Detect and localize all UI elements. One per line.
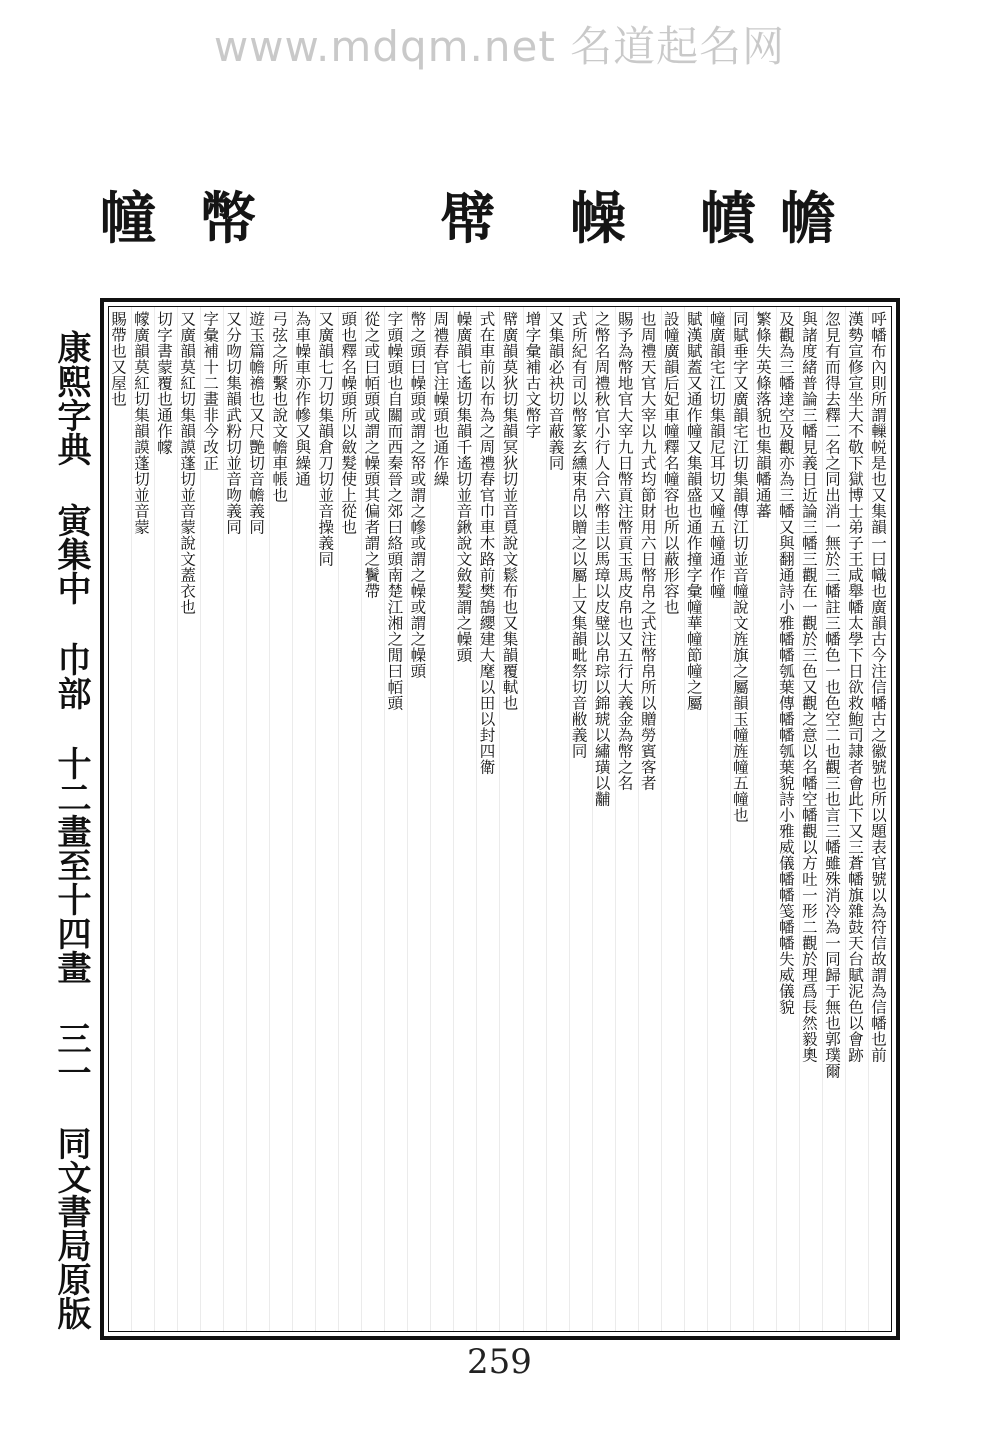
text-column: 式所紀有司以幣篆玄纁束帛以贈之以屬上又集韻毗祭切音敝義同 [570,307,593,1331]
text-frame-inner [108,306,892,1332]
text-column: 字頭幧頭也自關而西秦晉之郊曰絡頭南楚江湘之閒曰帞頭 [385,307,408,1331]
site-watermark: www.mdqm.net 名道起名网 [213,22,786,71]
text-column: 呼幡布內則所謂轈帨是也又集韻一曰幟也廣韻古今注信幡古之徽號也所以題表官號以為符信故謂為信幡也前 [869,311,887,1063]
text-column: 式在車前以布為之周禮春官巾車木路前樊鵠纓建大麾以田以封四衛 [477,307,500,1331]
leaf-number: 三一 [51,1021,91,1090]
text-column: 又廣韻七刀切集韻倉刀切並音操義同 [316,307,339,1331]
seal-heading-6: 幨 [780,186,836,252]
text-column: 幣之頭曰幧頭或謂之帑或謂之幓或謂之幧或謂之幧頭 [408,307,431,1331]
text-column: 漢勢宣修宣坐大不敬下獄博士弟子王咸舉幡太學下日欲救鮑司隷者會此下又三蒼幡旗雜鼓天台賦泥色以會跡 [846,307,869,1331]
volume-label: 寅集中 [51,502,91,605]
text-column: 字彙補十二畫非今改正 [201,307,224,1331]
seal-headings [100,175,920,260]
text-column: 又分吻切集韻武粉切並音吻義同 [224,307,247,1331]
text-column: 設幢廣韻后妃車幢釋名幢容也所以蔽形容也 [662,307,685,1331]
seal-heading-1: 幢 [100,186,156,252]
seal-heading-5: 幩 [700,186,756,252]
text-column: 也周禮天官大宰以九式均節財用六日幣帛之式注幣帛所以贈勞賓客者 [639,307,662,1331]
text-column: 切字書蒙覆也通作幪 [155,307,178,1331]
text-column: 又廣韻莫紅切集韻謨蓬切並音蒙說文蓋衣也 [178,307,201,1331]
seal-heading-2: 幣 [200,186,256,252]
text-column: 與諸度緒普論三幡見義日近論三幡三觀在一觀於三色又觀之意以名幡空幡觀以方吐一形二觀於理爲長然毅奧 [800,307,823,1331]
seal-heading-4: 幧 [570,186,626,252]
publisher-label: 同文書局原版 [51,1125,91,1330]
text-column: 忽見有而得去釋二名之同出消一無於三幡註三幡色一也色空二也觀三也言三幡雖殊消冷為一同歸于無也郭璞爾 [823,307,846,1331]
text-column: 為車幧車亦作幓又與繰通 [293,307,316,1331]
text-column: 繁條失英條落貌也集韻幡通蕃 [754,307,777,1331]
text-column: 之幣名周禮秋官小行人合六幣圭以馬璋以皮璧以帛琮以錦琥以繡璜以黼 [593,307,616,1331]
text-column: 弓弦之所繫也說文幨車帳也 [270,307,293,1331]
seal-heading-3: 幦 [440,186,496,252]
text-column: 幧廣韻七遙切集韻千遙切並音鍬說文斂髮謂之幧頭 [454,307,477,1331]
text-column: 賜帶也又屋也 [109,307,132,1331]
text-column: 幢廣韻宅江切集韻尼耳切又幢五幢通作幢 [708,307,731,1331]
page-number: 259 [467,1342,532,1382]
text-column: 賦漢賦蓋又通作幢又集韻盛也通作撞字彙幢華幢節幢之屬 [685,307,708,1331]
text-columns [109,307,891,1331]
text-column: 及觀為三幡達空及觀亦為三幡又與翻通詩小雅幡幡瓠葉傳幡幡瓠葉貌詩小雅威儀幡幡笺幡幡失威儀貌 [777,307,800,1331]
radical-label: 巾部 [51,641,91,710]
text-column: 遊玉篇幨襜也又尺艷切音幨義同 [247,307,270,1331]
text-column: 從之或曰帞頭或謂之幧頭其偏者謂之鬢帶 [362,307,385,1331]
text-column: 同賦垂字又廣韻宅江切集韻傳江切並音幢說文旌旗之屬韻玉幢旌幢五幢也 [731,307,754,1331]
text-column: 周禮春官注幧頭也通作繰 [431,307,454,1331]
text-column: 幪廣韻莫紅切集韻謨蓬切並音蒙 [132,307,155,1331]
text-column: 幦廣韻莫狄切集韻冥狄切並音覓說文鬆布也又集韻覆軾也 [500,307,523,1331]
text-column: 頭也釋名幧頭所以斂髮使上從也 [339,307,362,1331]
text-column: 又集韻必袂切音蔽義同 [547,307,570,1331]
margin-column [52,330,96,1330]
book-title: 康熙字典 [51,330,91,466]
text-column: 賜予為幣地官大宰九日幣貢注幣貢玉馬皮帛也又五行大義金為幣之名 [616,307,639,1331]
text-column: 增字彙補古文幣字 [524,307,547,1331]
text-frame [100,298,900,1340]
stroke-label: 十二畫至十四畫 [51,746,91,985]
